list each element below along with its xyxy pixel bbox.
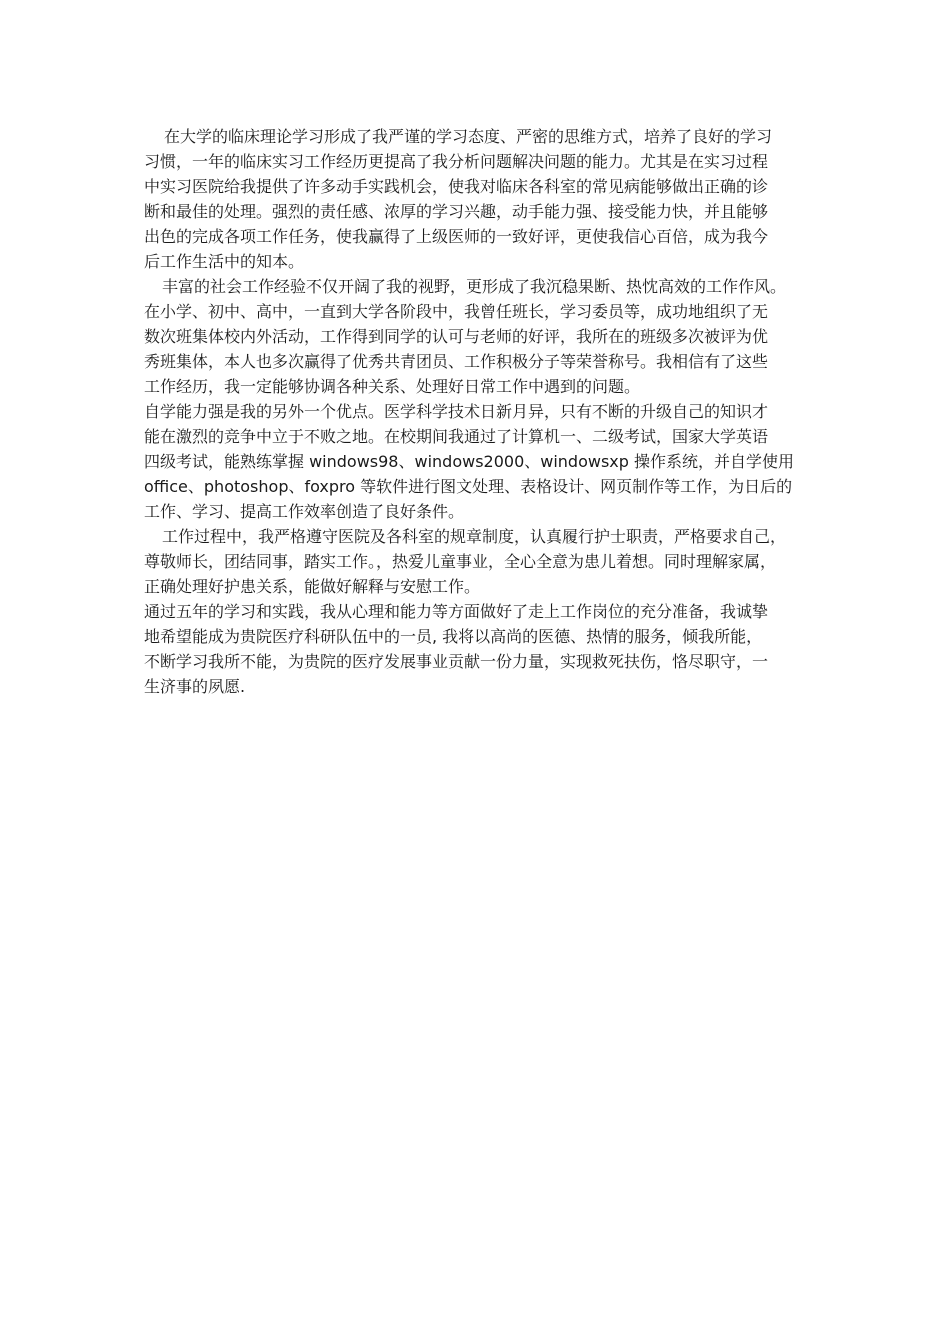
text-line: 出色的完成各项工作任务，使我赢得了上级医师的一致好评，更使我信心百倍，成为我今 [144, 227, 769, 246]
text-line: 尊敬师长，团结同事，踏实工作。，热爱儿童事业，全心全意为患儿着想。同时理解家属， [144, 552, 777, 571]
text-line: office、photoshop、foxpro 等软件进行图文处理、表格设计、网页制作等工作，为日后的 [144, 477, 793, 496]
text-line: 地希望能成为贵院医疗科研队伍中的一员, 我将以高尚的医德、热情的服务，倾我所能， [144, 627, 763, 646]
text-line: 中实习医院给我提供了许多动手实践机会，使我对临床各科室的常见病能够做出正确的诊 [144, 177, 769, 196]
text-line: 生济事的夙愿. [144, 677, 246, 696]
text-line: 在大学的临床理论学习形成了我严谨的学习态度、严密的思维方式，培养了良好的学习 [164, 127, 773, 146]
text-line: 丰富的社会工作经验不仅开阔了我的视野，更形成了我沉稳果断、热忱高效的工作作风。 [162, 277, 787, 296]
text-line: 在小学、初中、高中，一直到大学各阶段中，我曾任班长，学习委员等，成功地组织了无 [144, 302, 769, 321]
text-line: 秀班集体，本人也多次赢得了优秀共青团员、工作积极分子等荣誉称号。我相信有了这些 [144, 352, 769, 371]
text-line: 正确处理好护患关系，能做好解释与安慰工作。 [144, 577, 481, 596]
text-line: 能在激烈的竞争中立于不败之地。在校期间我通过了计算机一、二级考试，国家大学英语 [144, 427, 769, 446]
text-line: 自学能力强是我的另外一个优点。医学科学技术日新月异，只有不断的升级自己的知识才 [144, 402, 769, 421]
text-line: 不断学习我所不能，为贵院的医疗发展事业贡献一份力量，实现救死扶伤，恪尽职守，一 [144, 652, 769, 671]
text-line: 通过五年的学习和实践，我从心理和能力等方面做好了走上工作岗位的充分准备，我诚挚 [144, 602, 769, 621]
text-line: 断和最佳的处理。强烈的责任感、浓厚的学习兴趣，动手能力强、接受能力快，并且能够 [144, 202, 769, 221]
text-line: 工作、学习、提高工作效率创造了良好条件。 [144, 502, 465, 521]
body-text [144, 124, 816, 699]
text-line: 数次班集体校内外活动，工作得到同学的认可与老师的好评，我所在的班级多次被评为优 [144, 327, 769, 346]
text-line: 后工作生活中的知本。 [144, 252, 305, 271]
text-line: 工作过程中，我严格遵守医院及各科室的规章制度，认真履行护士职责，严格要求自己， [162, 527, 787, 546]
text-line: 工作经历，我一定能够协调各种关系、处理好日常工作中遇到的问题。 [144, 377, 641, 396]
text-line: 四级考试，能熟练掌握 windows98、windows2000、windowsxp 操作系统，并自学使用 [144, 452, 794, 471]
text-line: 习惯，一年的临床实习工作经历更提高了我分析问题解决问题的能力。尤其是在实习过程 [144, 152, 769, 171]
